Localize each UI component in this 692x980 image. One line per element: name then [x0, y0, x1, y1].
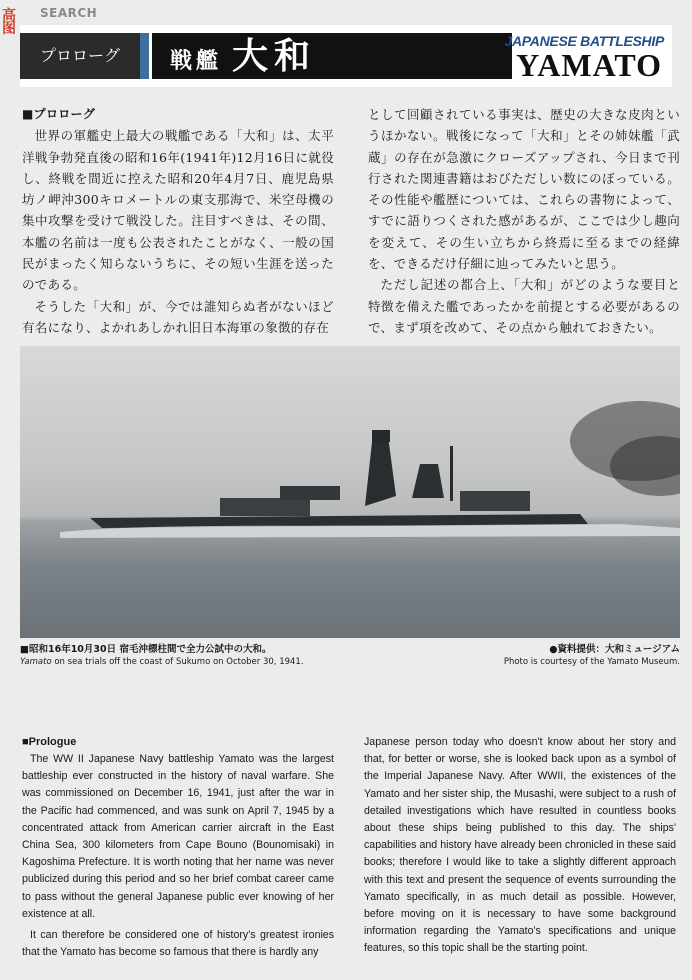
english-title: YAMATO [516, 47, 662, 83]
mast [450, 446, 453, 501]
title-big: 大和 [232, 35, 317, 77]
battleship-illustration [20, 346, 680, 638]
english-heading: ■Prologue [22, 736, 77, 748]
page-header [20, 25, 672, 87]
japanese-paragraph: として回顧されている事実は、歴史の大きな皮肉というほかない。戦後になって「大和」とその姉妹艦「武蔵」の存在が急激にクローズアップされ、今日まで刊行された関連書籍はおびただしい数にのぼっている。その性能や艦歴については、これらの書物によって、すでに語りつくされた感があるが、ここでは少し趣向を変えて、その生い立ちから終焉に至るまでの経緯を、できるだけ仔細に辿ってみたいと思う。 [368, 107, 680, 272]
aft-turret [460, 491, 530, 511]
funnel [412, 464, 444, 498]
credit-japanese: ●資料提供：大和ミュージアム [549, 644, 680, 655]
english-paragraph: The WW II Japanese Navy battleship Yamato was the largest battleship ever constructed in the history of naval warfare. She was commissioned on December 16, 1941, just after the war in the Pacific had commenced, and was sunk on April 7, 1945 by a concentrated attack from American carrier aircraft in the East China Sea, 300 kilometers from Cape Bouno (Bounomisaki) in Kagoshima Prefecture. It is worth noting that her name was never publicized during this period and so her brief combat career came to pass without the general Japanese public ever knowing of her existence at all. [22, 753, 334, 920]
caption-japanese: ■昭和16年10月30日 宿毛沖標柱間で全力公試中の大和。 [20, 644, 272, 655]
english-paragraph: It can therefore be considered one of history's greatest ironies that the Yamato has become so famous that there is hardly any [22, 929, 334, 959]
credit-english: Photo is courtesy of the Yamato Museum. [503, 657, 680, 667]
english-column-left [22, 734, 334, 965]
title-small: 戦艦 [170, 48, 223, 74]
forward-turrets [220, 498, 310, 516]
japanese-text-section [22, 104, 680, 336]
japanese-paragraph: 世界の軍艦史上最大の戦艦である「大和」は、太平洋戦争勃発直後の昭和16年(1941年)12月16日に就役し、終戦を間近に控えた昭和20年4月7日、鹿児島県坊ノ岬沖300キロメートルの東支那海で、米空母機の集中攻撃を受けて戦没した。注目すべきは、その間、本艦の名前は一度も公表されたことがなく、一般の国民がまったく知らないうちに、その短い生涯を送ったのである。 [22, 128, 334, 293]
japanese-heading: ■プロローグ [22, 107, 96, 121]
rangefinder [372, 430, 390, 442]
english-paragraph: Japanese person today who doesn't know about her story and that, for better or worse, she is looked back upon as a symbol of the Imperial Japanese Navy. After WWII, the existences of the Yamato and her sister ship, the Musashi, were subject to a rush of detailed investigations which have resulted in countless books about these ships being published to this day. The ships' capabilities and history have already been chronicled in these said books; therefore I would like to take a slightly different approach with this text and present the sequence of events surrounding the Yamato specifically, in as much detail as possible. However, before moving on it is necessary to have some background information regarding the Yamato's specifications and unique features, so this topic shall be the starting point. [364, 736, 676, 955]
section-tab: プロローグ [20, 33, 140, 79]
caption-ship-name: Yamato [20, 657, 52, 667]
english-column-right [364, 734, 676, 962]
caption-english [20, 656, 440, 669]
english-subtitle: JAPANESE BATTLESHIP [504, 33, 664, 49]
caption-text: on sea trials off the coast of Sukumo on October 30, 1941. [51, 657, 304, 667]
japanese-column-right [368, 104, 680, 338]
japanese-paragraph: ただし記述の都合上、「大和」がどのような要目と特徴を備えた艦であったかを前提とする必要があるので、まず項を改めて、その点から触れておきたい。 [368, 277, 680, 335]
watermark-glyph: 高 图 [2, 8, 16, 37]
watermark-text: SEARCH [40, 6, 98, 20]
japanese-column-left [22, 104, 334, 338]
bridge-tower [365, 436, 396, 506]
turret [280, 486, 340, 500]
english-text-section [22, 734, 674, 980]
japanese-paragraph: そうした「大和」が、今では誰知らぬ者がないほど有名になり、よかれあしかれ旧日本海軍の象徴的存在 [22, 298, 334, 335]
battleship-photo [20, 346, 680, 638]
photo-caption [20, 643, 440, 669]
page-title [170, 33, 316, 79]
photo-credit [430, 643, 680, 669]
